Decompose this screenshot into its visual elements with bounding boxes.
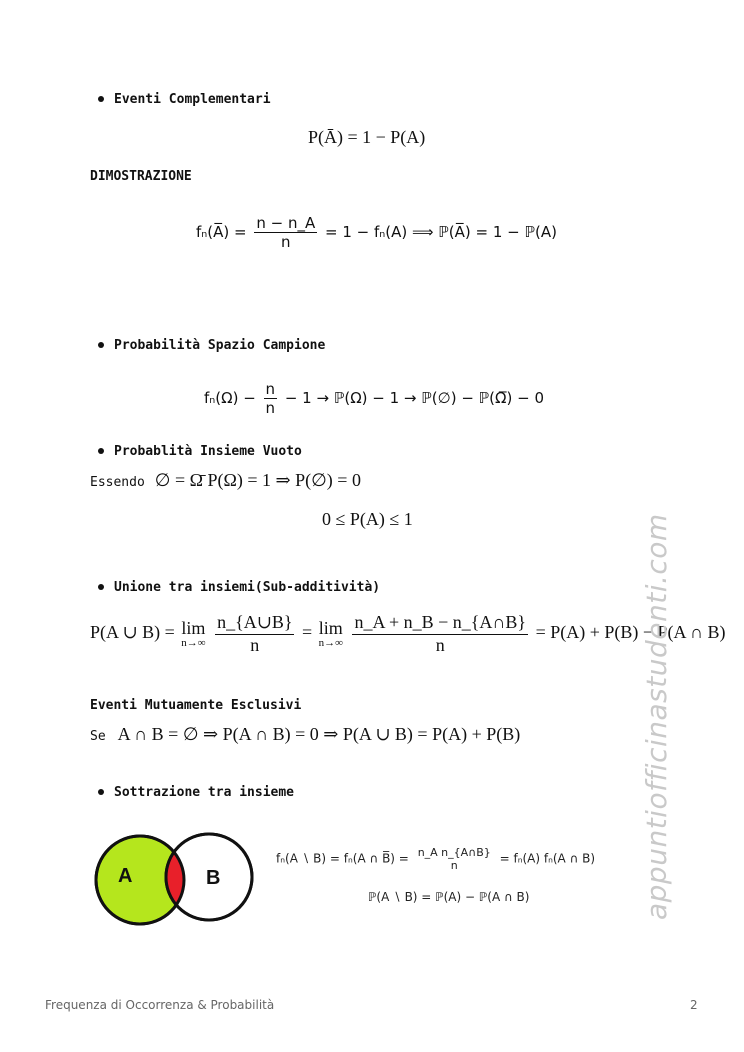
limit-2 [319, 619, 343, 649]
frac1-denominator: n [250, 634, 260, 655]
sottrazione-line-2: ℙ(A ∖ B) = ℙ(A) − ℙ(A ∩ B) [368, 890, 530, 904]
essendo-text: Essendo [90, 475, 145, 490]
bullet-icon [98, 96, 104, 102]
frac1-numerator: n_{A∪B} [215, 612, 294, 635]
spazio-right: − 1 → ℙ(Ω) − 1 → ℙ(∅) − ℙ(Ω̅) − 0 [284, 389, 544, 407]
heading-text: Unione tra insiemi(Sub-additività) [114, 580, 381, 595]
sottrazione-left: fₙ(A ∖ B) = fₙ(A ∩ B̅) = [276, 851, 409, 866]
proof-left: fₙ(A̅) = [196, 223, 247, 241]
spazio-denominator: n [265, 399, 276, 417]
spazio-numerator: n [265, 380, 276, 398]
proof-numerator: n − n_A [256, 214, 316, 232]
proof-denominator: n [281, 233, 291, 251]
formula-dimostrazione [196, 214, 557, 251]
unione-fraction-1 [215, 612, 294, 656]
spazio-left: fₙ(Ω) − [204, 389, 256, 407]
lim-sub: n→∞ [181, 637, 206, 650]
formula-unione [90, 612, 726, 656]
sottrazione-numerator: n_A n_{A∩B} [417, 846, 491, 859]
heading-text: Probablità Insieme Vuoto [114, 444, 302, 459]
formula-complementari: P(Ā) = 1 − P(A) [308, 127, 426, 147]
formula-spazio-campione [204, 380, 544, 417]
unione-fraction-2 [352, 612, 528, 656]
proof-fraction [254, 214, 317, 251]
watermark: appuntiofficinastudenti.com [640, 513, 673, 920]
sottrazione-denominator: n [450, 859, 458, 873]
heading-insieme-vuoto [98, 444, 302, 459]
formula-bounds: 0 ≤ P(A) ≤ 1 [322, 509, 413, 529]
proof-right: = 1 − fₙ(A) ⟹ ℙ(A̅) = 1 − ℙ(A) [325, 223, 557, 241]
dimostrazione-label: DIMOSTRAZIONE [90, 169, 192, 184]
se-text: Se [90, 729, 106, 744]
frac2-numerator: n_A + n_B − n_{A∩B} [352, 612, 528, 635]
mutuamente-line [90, 724, 520, 745]
heading-spazio-campione [98, 338, 325, 353]
heading-unione [98, 580, 380, 595]
heading-text: Sottrazione tra insieme [114, 785, 295, 800]
heading-mutuamente-esclusivi: Eventi Mutuamente Esclusivi [90, 698, 302, 713]
page-number: 2 [690, 998, 698, 1012]
bullet-icon [98, 342, 104, 348]
lim-text: lim [318, 618, 343, 639]
unione-rhs: = P(A) + P(B) − P(A ∩ B) [535, 622, 726, 643]
venn-label-a: A [118, 865, 133, 887]
heading-sottrazione [98, 785, 294, 800]
unione-eq: = [301, 622, 313, 643]
heading-eventi-complementari [98, 92, 271, 107]
essendo-formula: ∅ = Ω̄ P(Ω) = 1 ⇒ P(∅) = 0 [154, 470, 361, 490]
frac2-denominator: n [435, 634, 445, 655]
sottrazione-right: = fₙ(A) fₙ(A ∩ B) [499, 851, 596, 866]
lim-sub: n→∞ [318, 637, 343, 650]
spazio-fraction [264, 380, 278, 417]
bullet-icon [98, 448, 104, 454]
bullet-icon [98, 789, 104, 795]
heading-text: Probabilità Spazio Campione [114, 338, 326, 353]
heading-text: Eventi Complementari [114, 92, 271, 107]
lim-text: lim [181, 618, 206, 639]
mutuamente-formula: A ∩ B = ∅ ⇒ P(A ∩ B) = 0 ⇒ P(A ∪ B) = P(A) + P(B) [117, 724, 521, 744]
limit-1 [181, 619, 205, 649]
footer-title: Frequenza di Occorrenza & Probabilità [45, 998, 275, 1012]
unione-lhs: P(A ∪ B) = [90, 622, 175, 643]
bullet-icon [98, 584, 104, 590]
insieme-vuoto-line [90, 470, 361, 491]
sottrazione-fraction [416, 846, 493, 872]
sottrazione-line-1 [276, 846, 595, 872]
venn-diagram [90, 832, 260, 928]
venn-label-b: B [206, 867, 221, 889]
